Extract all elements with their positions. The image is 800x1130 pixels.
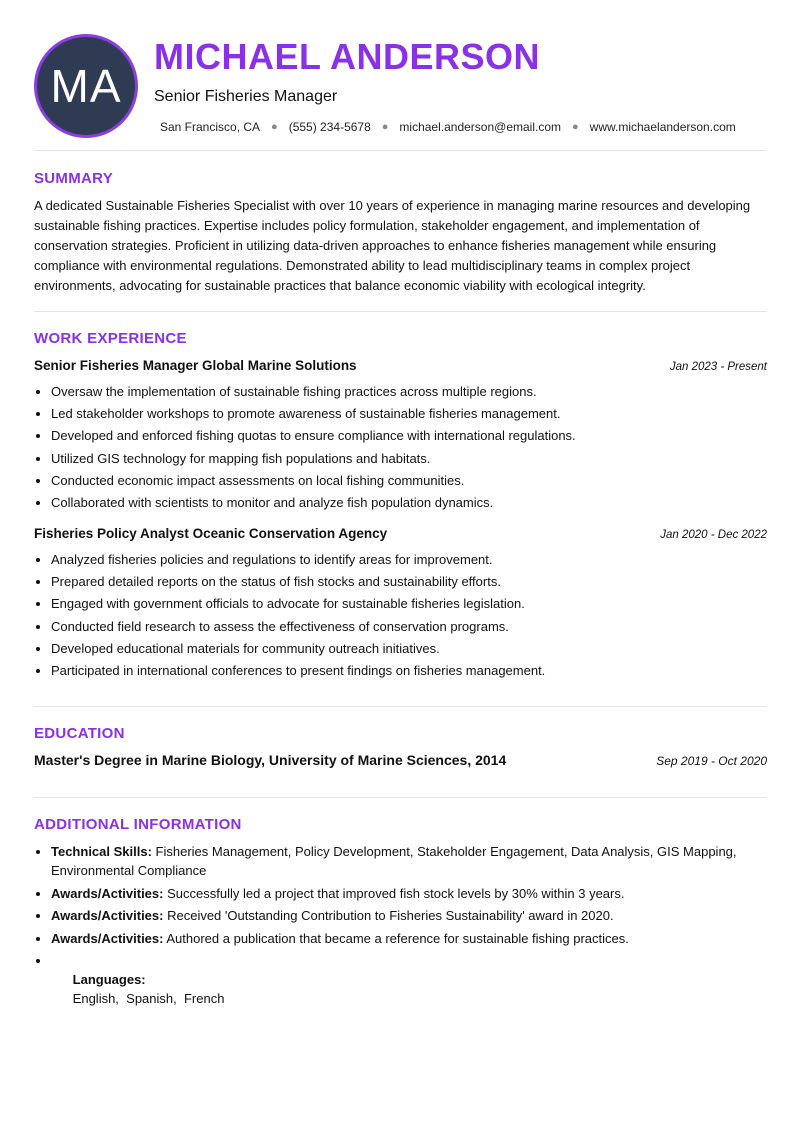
contact-phone[interactable]: (555) 234-5678: [288, 120, 371, 134]
list-item: • Developed educational materials for community outreach initiatives.: [51, 638, 784, 660]
info-label: Technical Skills:: [51, 844, 152, 859]
candidate-title: Senior Fisheries Manager: [154, 88, 338, 105]
education-entry: [34, 752, 767, 768]
list-item: [51, 951, 784, 1027]
contact-website[interactable]: www.michaelanderson.com: [589, 120, 736, 134]
experience-heading: WORK EXPERIENCE: [34, 330, 187, 347]
summary-heading: SUMMARY: [34, 170, 114, 187]
job-header: [34, 358, 767, 373]
contact-email[interactable]: michael.anderson@email.com: [399, 120, 562, 134]
info-text: Fisheries Management, Policy Development, Stakeholder Engagement, Data Analysis, GIS Mapping, Environmental Compliance: [51, 844, 737, 878]
candidate-name: MICHAEL ANDERSON: [154, 36, 541, 77]
job-date: Jan 2023 - Present: [669, 361, 767, 373]
list-item: • Analyzed fisheries policies and regulations to identify areas for improvement.: [51, 549, 784, 571]
list-item: • Utilized GIS technology for mapping fish populations and habitats.: [51, 448, 784, 470]
list-item: • Collaborated with scientists to monitor and analyze fish population dynamics.: [51, 492, 784, 514]
list-item: [51, 842, 784, 880]
avatar-initials: MA: [50, 60, 122, 112]
list-item: • Oversaw the implementation of sustainable fishing practices across multiple regions.: [51, 381, 784, 403]
info-label: Languages:: [72, 972, 146, 987]
list-item: • Conducted field research to assess the effectiveness of conservation programs.: [51, 616, 784, 638]
contact-location: San Francisco, CA: [160, 120, 261, 134]
divider: [34, 311, 767, 312]
info-text: Authored a publication that became a reference for sustainable fishing practices.: [166, 930, 629, 946]
additional-heading: ADDITIONAL INFORMATION: [34, 816, 242, 833]
list-item: • Conducted economic impact assessments on local fishing communities.: [51, 470, 784, 492]
info-label: Awards/Activities:: [51, 885, 164, 901]
education-date: Sep 2019 - Oct 2020: [656, 754, 767, 768]
divider: [34, 706, 767, 707]
list-item: [51, 884, 784, 903]
list-item: • Led stakeholder workshops to promote awareness of sustainable fisheries management.: [51, 403, 784, 425]
list-item: • Developed and enforced fishing quotas to ensure compliance with international regulations.: [51, 425, 784, 447]
contact-bar: [160, 120, 736, 134]
job-header: [34, 526, 767, 541]
list-item: • Participated in international conferences to present findings on fisheries management.: [51, 660, 784, 682]
list-item: [51, 906, 784, 925]
job-role: Senior Fisheries Manager Global Marine Solutions: [34, 358, 357, 373]
separator-dot-icon: ●: [271, 121, 278, 133]
list-item: • Engaged with government officials to advocate for sustainable fisheries legislation.: [51, 593, 784, 615]
list-item: [51, 929, 784, 948]
job-bullets: [34, 549, 784, 682]
divider: [34, 150, 767, 151]
info-label: Awards/Activities:: [51, 908, 164, 923]
list-item: • Prepared detailed reports on the status of fish stocks and sustainability efforts.: [51, 571, 784, 593]
job-bullets: [34, 381, 784, 514]
education-degree: Master's Degree in Marine Biology, University of Marine Sciences, 2014: [34, 752, 507, 768]
separator-dot-icon: ●: [381, 121, 389, 133]
avatar: [34, 34, 138, 138]
separator-dot-icon: ●: [572, 121, 579, 133]
info-text: Successfully led a project that improved fish stock levels by 30% within 3 years.: [167, 885, 625, 901]
additional-list: [34, 842, 784, 1031]
divider: [34, 797, 767, 798]
summary-text: A dedicated Sustainable Fisheries Specialist with over 10 years of experience in managing marine resources and developing sustainable fishing practices. Expertise includes policy formulation, stakeholder engagement, and implementation of conservation strategies. Proficient in utilizing data-driven approaches to enhance fisheries management while ensuring compliance with environmental regulations. Demonstrated ability to lead multidisciplinary teams in complex project environments, advocating for sustainable practices that balance economic viability with ecological integrity.: [34, 198, 751, 293]
info-label: Awards/Activities:: [51, 930, 164, 946]
education-heading: EDUCATION: [34, 725, 125, 742]
info-text: Received 'Outstanding Contribution to Fisheries Sustainability' award in 2020.: [167, 908, 614, 923]
job-role: Fisheries Policy Analyst Oceanic Conservation Agency: [34, 526, 388, 541]
job-date: Jan 2020 - Dec 2022: [660, 529, 767, 541]
info-text: English, Spanish, French: [72, 991, 225, 1006]
